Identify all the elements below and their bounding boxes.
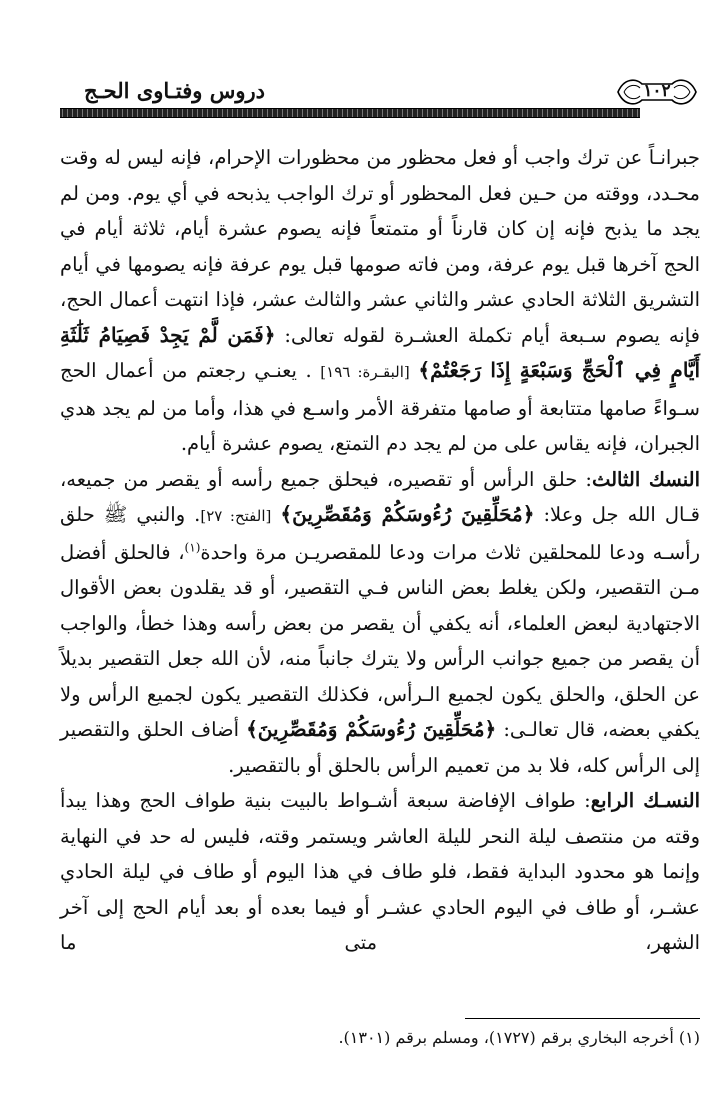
verse-reference: [البقـرة: ١٩٦] <box>320 363 410 381</box>
paragraph-text: : طواف الإفاضة سبعة أشـواط بالبيت بنية طواف الحج وهذا يبدأ وقته من منتصف ليلة النحر لليلة العاشر ويستمر وقته، فليس له حد في النهاية وإنما هو محدود البداية فقط، فلو طاف في هذا اليوم أو طاف في ليلة الحادي عشـر، أو طاف في اليوم الحادي عشـر أو فيما بعده أو بعد أيام الحج إلى آخر الشهر، متى ما <box>60 789 700 954</box>
footnote: (١) أخرجه البخاري برقم (١٧٢٧)، ومسلم برقم (١٣٠١). <box>338 1028 700 1047</box>
quran-verse: ﴿مُحَلِّقِينَ رُءُوسَكُمْ وَمُقَصِّرِينَ﴾ <box>246 717 497 741</box>
section-label: النسـك الرابع <box>590 789 700 812</box>
quran-verse: ﴿مُحَلِّقِينَ رُءُوسَكُمْ وَمُقَصِّرِينَ﴾ <box>280 502 535 526</box>
paragraph-text: : حلق الرأس أو تقصيره، فيحلق جميع رأسه أو يقصر من جميعه، قـال الله جل وعلا: <box>60 467 701 526</box>
page-number-ornament <box>614 74 700 110</box>
paragraph-text: أضاف الحلق والتقصير إلى الرأس كله، فلا بد من تعميم الرأس بالحلق أو بالتقصير. <box>60 718 700 777</box>
paragraph-text: ، فالحلق أفضل مـن التقصير، ولكن يغلط بعض الناس فـي التقصير، أو قد يقلدون بعض الأقوال الاجتهادية لبعض العلماء، أنه يكفي أن يقصر من بعض رأسه وهذا خطأ، والواجب أن يقصر من جميع جوانب الرأس ولا يترك جانباً منه، لأن الله جعل التقصير بديلاً عن الحلق، والحلق يكون لجميع الـرأس، فكذلك التقصير يكون لجميع الرأس ولا يكفي بعضه، قال تعالـى: <box>60 540 700 741</box>
running-header <box>60 74 700 116</box>
footnote-mark[interactable]: (١) <box>184 540 201 554</box>
paragraph-text: جبرانـاً عن ترك واجب أو فعل محظور من محظورات الإحرام، فإنه ليس له وقت محـدد، ووقته من حـين فعل المحظور أو ترك الواجب يذبحه في أي يوم. ومن لم يجد ما يذبح فإنه إن كان قارناً أو متمتعاً فإنه يصوم عشرة أيام، ثلاثة أيام في الحج آخرها قبل يوم عرفة، ومن فاته صومها قبل يوم عرفة فإنه يصومها في أيام التشريق الثلاثة الحادي عشر والثاني عشر والثالث عشر، فإذا انتهت أعمال الحج، فإنه يصوم سـبعة أيام تكملة العشـرة لقوله تعالى: <box>60 146 700 347</box>
paragraph <box>60 140 700 462</box>
paragraph <box>60 462 700 784</box>
page-number: ١٠٢ <box>643 81 671 101</box>
section-label: النسك الثالث <box>591 467 700 491</box>
footnote-rule <box>465 1018 700 1019</box>
paragraph <box>60 783 700 961</box>
quran-verse: ﴿فَمَن لَّمْ يَجِدْ فَصِيَامُ ثَلَٰثَةِ أَيَّامٍ فِي ٱلْحَجِّ وَسَبْعَةٍ إِذَا رَجَعْتُمْ﴾ <box>60 322 701 382</box>
header-rule <box>60 108 640 118</box>
book-title: دروس وفتـاوى الحـج <box>83 78 265 103</box>
paragraph-text: . والنبي ﷺ حلق رأسـه ودعا للمحلقين ثلاث مرات ودعا للمقصريـن مرة واحدة <box>60 503 700 564</box>
verse-reference: [الفتح: ٢٧] <box>200 507 272 525</box>
body-text <box>60 140 700 961</box>
paragraph-text: . يعنـي رجعتم من أعمال الحج سـواءً صامها متتابعة أو صامها متفرقة الأمر واسـع في هذا، وأما من لم يجد هدي الجبران، فإنه يقاس على من لم يجد دم التمتع، يصوم عشرة أيام. <box>60 359 700 455</box>
